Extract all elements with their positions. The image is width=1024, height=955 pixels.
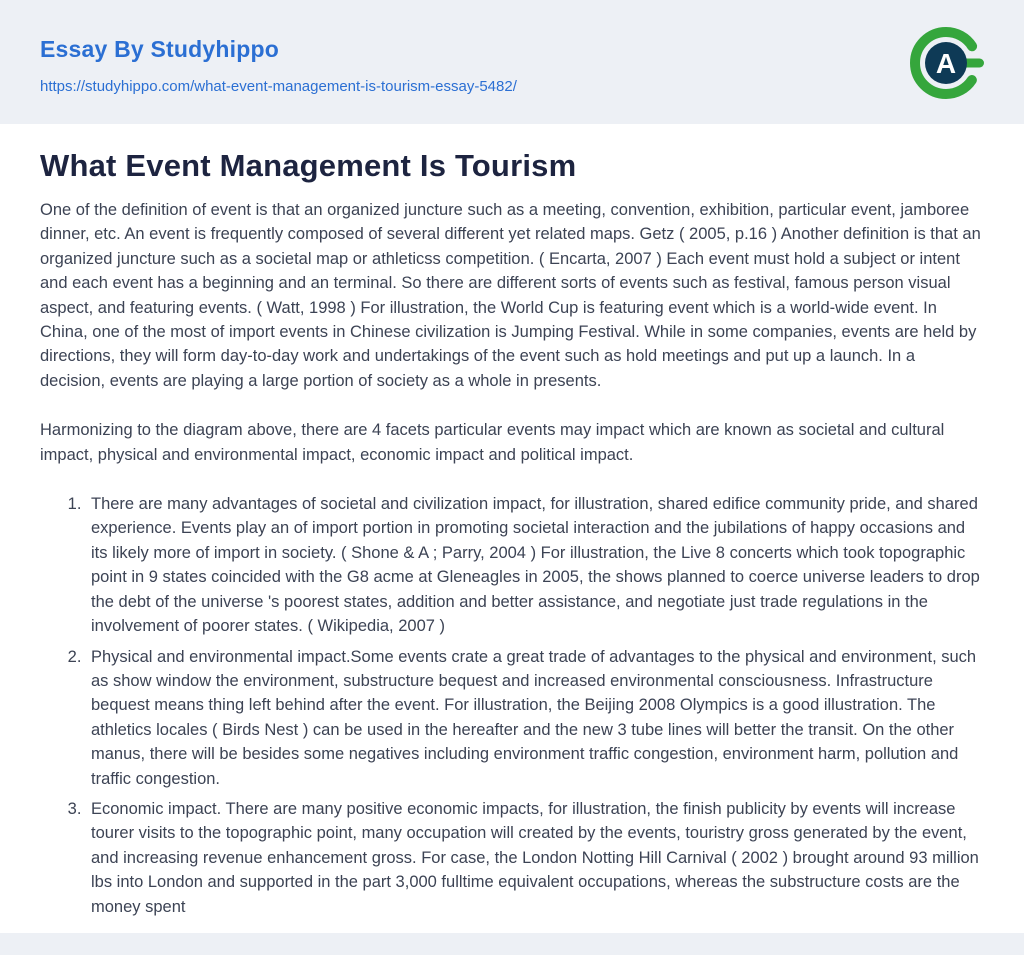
paragraph-intro: One of the definition of event is that an organized juncture such as a meeting, convention, exhibition, particular event, jamboree dinner, etc. An event is frequently composed of several different yet related maps. Getz ( 2005, p.16 ) Another definition is that an organized juncture such as a societal map or athleticss competition. ( Encarta, 2007 ) Each event must hold a subject or intent and each event has a beginning and an terminal. So there are different sorts of events such as festival, famous person visual aspect, and featuring events. ( Watt, 1998 ) For illustration, the World Cup is featuring event which is a world-wide event. In China, one of the most of import events in Chinese civilization is Jumping Festival. While in some companies, events are held by directions, they will form day-to-day work and undertakings of the event such as hold meetings and put up a launch. In a decision, events are playing a large portion of society as a whole in presents. — [40, 201, 981, 390]
footer-strip — [0, 933, 1024, 955]
list-item-economic-impact: 3. Economic impact. There are many positive economic impacts, for illustration, the finish publicity by events will increase tourer visits to the topographic point, many occupation will created by the events, touristry gross generated by the event, and increasing revenue enhancement gross. For case, the London Notting Hill Carnival ( 2002 ) brought around 93 million lbs into London and supported in the part 3,000 fulltime equivalent occupations, whereas the substructure costs are the money spent — [86, 797, 984, 919]
page-header — [0, 0, 1024, 124]
studyhippo-logo-icon — [908, 25, 984, 101]
page-title: What Event Management Is Tourism — [40, 148, 577, 183]
article-body — [0, 124, 1024, 933]
logo-letter: A — [935, 48, 957, 79]
source-url-link[interactable]: https://studyhippo.com/what-event-management-is-tourism-essay-5482/ — [40, 78, 517, 95]
paragraph-impacts-overview: Harmonizing to the diagram above, there are 4 facets particular events may impact which are known as societal and cultural impact, physical and environmental impact, economic impact and political impact. — [40, 421, 945, 464]
list-item-social-cultural-impact: 1. There are many advantages of societal and civilization impact, for illustration, shared edifice community pride, and shared experience. Events play an of import portion in promoting societal interaction and the jubilations of happy occasions and its likely more of import in society. ( Shone & A ; Parry, 2004 ) For illustration, the Live 8 concerts which took topographic point in 9 states coincided with the G8 acme at Gleneagles in 2005, the shows planned to coerce universe leaders to drop the debt of the universe 's poorest states, addition and better assistance, and negotiate just trade regulations in the involvement of poorer states. ( Wikipedia, 2007 ) — [86, 492, 984, 638]
list-item-physical-environmental-impact: 2. Physical and environmental impact.Some events crate a great trade of advantages to the physical and environment, such as show window the environment, substructure bequest and increased environmental consciousness. Infrastructure bequest means thing left behind after the event. For illustration, the Beijing 2008 Olympics is a good illustration. The athletics locales ( Birds Nest ) can be used in the hereafter and the new 3 tube lines will better the transit. On the other manus, there will be besides some negatives including environment traffic congestion, environment harm, pollution and traffic congestion. — [86, 645, 984, 791]
impact-list — [40, 492, 984, 919]
site-label: Essay By Studyhippo — [40, 36, 279, 62]
